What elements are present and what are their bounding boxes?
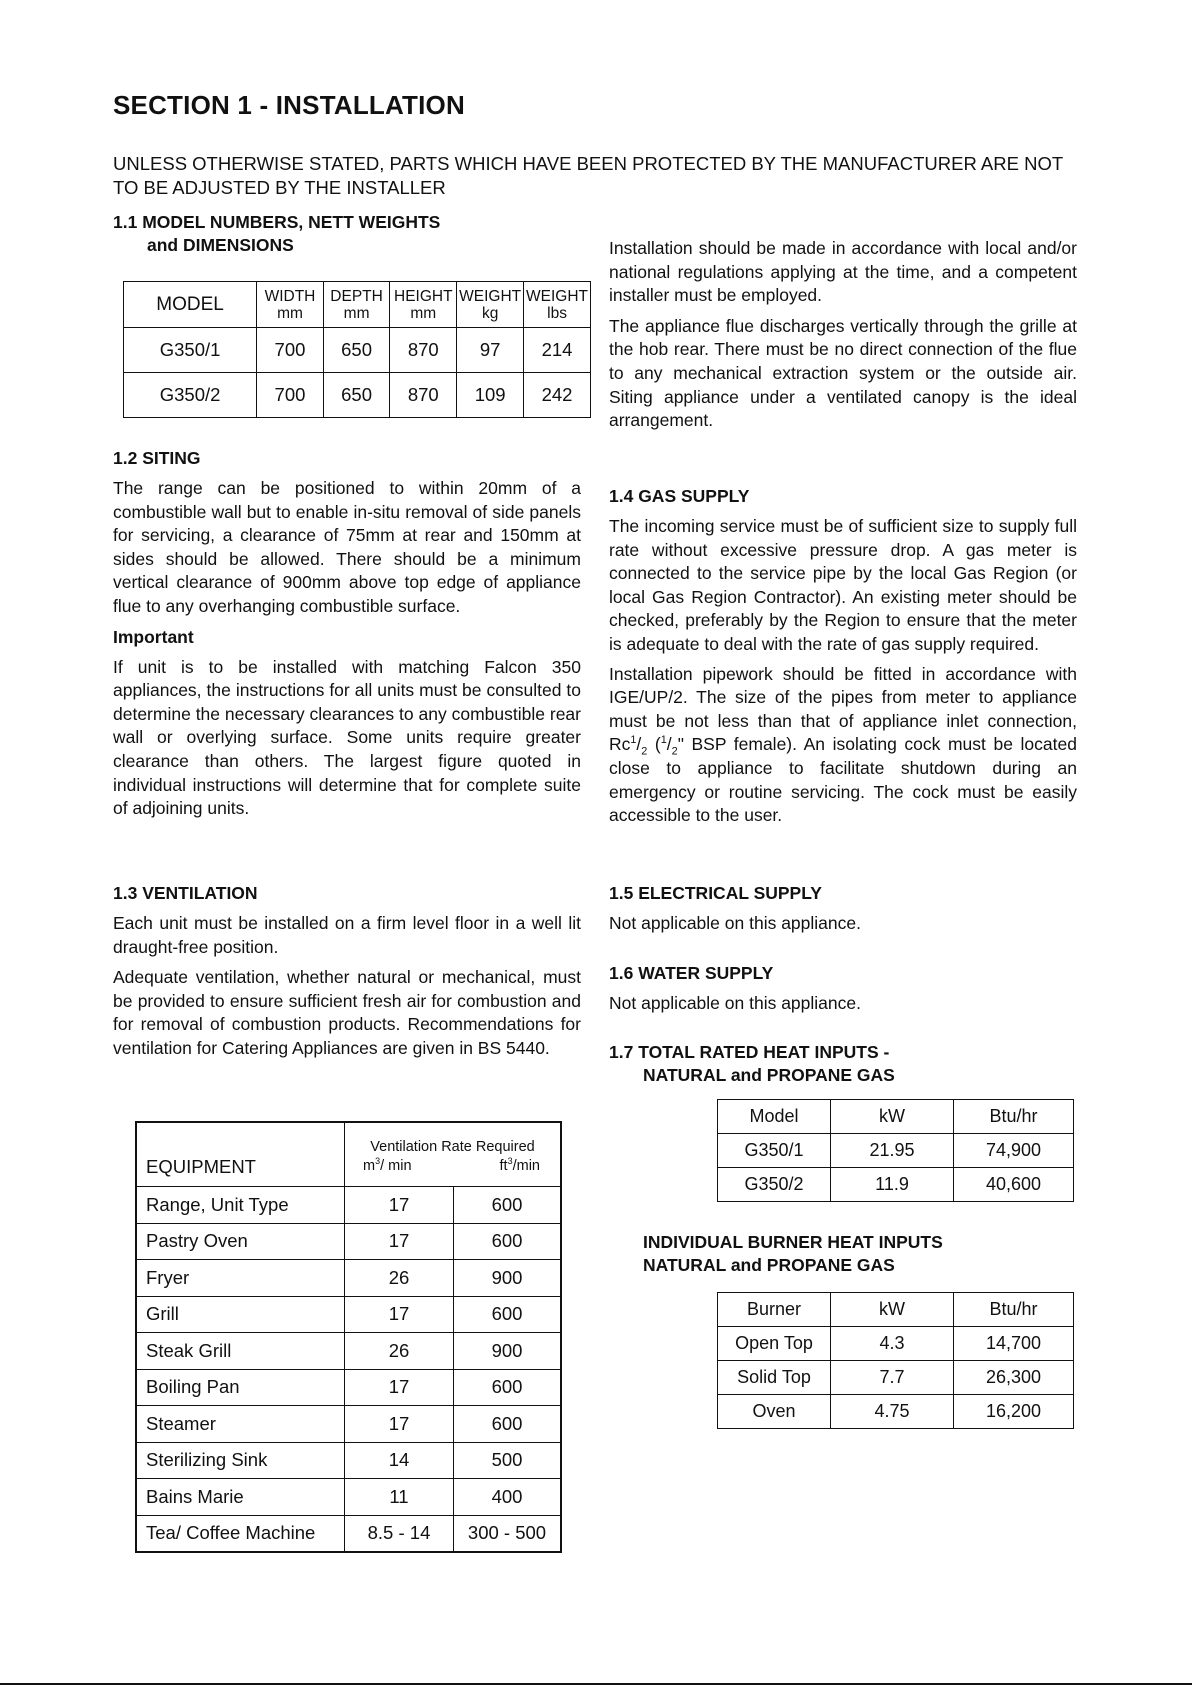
- cell-imperial: 600: [454, 1296, 562, 1333]
- total-heat-inputs-table: [717, 1099, 1074, 1202]
- section-1-4: [609, 485, 1077, 828]
- cell-imperial: 600: [454, 1406, 562, 1443]
- table-row: [136, 1260, 561, 1297]
- table-row: [718, 1395, 1074, 1429]
- cell-imperial: 400: [454, 1479, 562, 1516]
- table-row: [136, 1406, 561, 1443]
- table-row: [136, 1187, 561, 1224]
- fraction-numerator: 1: [660, 734, 667, 747]
- unit-metric: [363, 1155, 412, 1174]
- cell-equipment: Pastry Oven: [136, 1223, 345, 1260]
- table-header-row: [124, 282, 591, 328]
- header-kw: kW: [831, 1100, 954, 1134]
- burner-heading-line2: NATURAL and PROPANE GAS: [643, 1255, 895, 1275]
- unit-exponent: 3: [375, 1155, 381, 1166]
- cell-equipment: Tea/ Coffee Machine: [136, 1515, 345, 1552]
- cell-imperial: 300 - 500: [454, 1515, 562, 1552]
- cell-imperial: 500: [454, 1442, 562, 1479]
- cell-burner: Solid Top: [718, 1361, 831, 1395]
- header-width: [257, 282, 324, 328]
- section-1-4-heading: 1.4 GAS SUPPLY: [609, 486, 750, 506]
- table-row: [718, 1361, 1074, 1395]
- gas-supply-paragraph: The incoming service must be of sufficient size to supply full rate without excessive pressure drop. A gas meter is connected to the service pipe by the local Gas Region (or local Gas Region Contractor). An existing meter should be checked, preferably by the Region to ensure that the meter is adequate to deal with the rate of gas supply required.: [609, 516, 1077, 654]
- cell-imperial: 600: [454, 1369, 562, 1406]
- right-intro: [609, 237, 1077, 433]
- table-row: [136, 1479, 561, 1516]
- header-height: [390, 282, 457, 328]
- cell-equipment: Steak Grill: [136, 1333, 345, 1370]
- cell-equipment: Grill: [136, 1296, 345, 1333]
- section-1-6-heading: 1.6 WATER SUPPLY: [609, 963, 774, 983]
- cell-kw: 4.3: [831, 1327, 954, 1361]
- page-title: SECTION 1 - INSTALLATION: [113, 90, 465, 120]
- cell-height: 870: [390, 328, 457, 373]
- cell-width: 700: [257, 328, 324, 373]
- cell-model: G350/1: [718, 1134, 831, 1168]
- important-label: Important: [113, 626, 194, 647]
- table-row: [136, 1296, 561, 1333]
- cell-model: G350/2: [124, 373, 257, 418]
- ventilation-table: [135, 1121, 562, 1553]
- header-unit: mm: [277, 304, 303, 322]
- section-1-2-heading: 1.2 SITING: [113, 448, 201, 468]
- header-kw: kW: [831, 1293, 954, 1327]
- fraction-slash: /: [636, 734, 642, 755]
- header-btu: Btu/hr: [954, 1293, 1074, 1327]
- cell-width: 700: [257, 373, 324, 418]
- pipework-text: (: [647, 734, 661, 755]
- cell-burner: Open Top: [718, 1327, 831, 1361]
- ventilation-paragraph-adequate: Adequate ventilation, whether natural or mechanical, must be provided to ensure sufficient fresh air for combustion and for removal of combustion products. Recommendations for ventilation for Catering Appliances are given in BS 5440.: [113, 967, 581, 1058]
- cell-btu: 26,300: [954, 1361, 1074, 1395]
- cell-kw: 11.9: [831, 1168, 954, 1202]
- header-model: MODEL: [124, 282, 257, 328]
- header-weight-lbs: [524, 282, 591, 328]
- header-label: DEPTH: [330, 287, 383, 305]
- unit-rest: /min: [512, 1157, 540, 1174]
- section-1-7-heading: [609, 1041, 1077, 1087]
- cell-metric: 26: [345, 1260, 454, 1297]
- header-unit: lbs: [547, 304, 567, 322]
- table-row: [136, 1223, 561, 1260]
- header-model: Model: [718, 1100, 831, 1134]
- cell-metric: 17: [345, 1296, 454, 1333]
- section-1-1-heading-line2: and DIMENSIONS: [147, 235, 294, 255]
- cell-depth: 650: [323, 328, 390, 373]
- cell-equipment: Steamer: [136, 1406, 345, 1443]
- cell-metric: 26: [345, 1333, 454, 1370]
- unit-base: m: [363, 1157, 376, 1174]
- cell-kw: 4.75: [831, 1395, 954, 1429]
- header-ventilation-rate: [345, 1122, 562, 1187]
- table-header-row: [718, 1293, 1074, 1327]
- cell-imperial: 600: [454, 1187, 562, 1224]
- intro-paragraph-regulations: Installation should be made in accordance with local and/or national regulations applying at the time, and a competent installer must be employed.: [609, 238, 1077, 306]
- burner-heat-inputs-table: [717, 1292, 1074, 1429]
- pipework-text: Installation pipework should be fitted in accordance with IGE/UP/2. The size of the pipes from meter to appliance must be not less than that of appliance inlet connection, Rc: [609, 663, 1077, 755]
- header-label: WIDTH: [264, 287, 316, 305]
- electrical-supply-text: Not applicable on this appliance.: [609, 913, 861, 933]
- cell-metric: 17: [345, 1406, 454, 1443]
- pipework-text: " BSP female). An isolating cock must be located close to appliance to facilitate shutdown during an emergency or routine servicing. The cock must be easily accessible to the user.: [609, 734, 1077, 826]
- cell-metric: 17: [345, 1369, 454, 1406]
- cell-imperial: 600: [454, 1223, 562, 1260]
- table-row: [124, 328, 591, 373]
- section-1-5: [609, 882, 1077, 936]
- installer-notice: UNLESS OTHERWISE STATED, PARTS WHICH HAVE BEEN PROTECTED BY THE MANUFACTURER ARE NOT TO BE ADJUSTED BY THE INSTALLER: [113, 153, 1063, 198]
- header-unit: mm: [343, 304, 370, 322]
- ventilation-units: [345, 1155, 560, 1174]
- section-1-2: [113, 447, 581, 821]
- section-1-1-heading: [113, 211, 581, 257]
- cell-height: 870: [390, 373, 457, 418]
- table-row: [136, 1442, 561, 1479]
- important-paragraph: If unit is to be installed with matching Falcon 350 appliances, the instructions for all units must be consulted to determine the necessary clearances to any combustible rear wall or overlying surface. Some units require greater clearance than others. The largest figure quoted in individual instructions will determine that for complete suite of adjoining units.: [113, 656, 581, 819]
- cell-metric: 14: [345, 1442, 454, 1479]
- cell-equipment: Boiling Pan: [136, 1369, 345, 1406]
- cell-model: G350/1: [124, 328, 257, 373]
- cell-weight-kg: 97: [457, 328, 524, 373]
- fraction-slash: /: [666, 734, 672, 755]
- cell-weight-kg: 109: [457, 373, 524, 418]
- cell-btu: 74,900: [954, 1134, 1074, 1168]
- table-row: [124, 373, 591, 418]
- section-1-3: [113, 882, 581, 1061]
- section-1-5-heading: 1.5 ELECTRICAL SUPPLY: [609, 883, 822, 903]
- cell-equipment: Sterilizing Sink: [136, 1442, 345, 1479]
- burner-heat-heading: [643, 1231, 1083, 1277]
- pipework-paragraph: [609, 663, 1077, 828]
- table-row: [136, 1333, 561, 1370]
- header-equipment: EQUIPMENT: [136, 1122, 345, 1187]
- cell-depth: 650: [323, 373, 390, 418]
- cell-imperial: 900: [454, 1260, 562, 1297]
- table-header-row: [136, 1122, 561, 1187]
- intro-paragraph-flue: The appliance flue discharges vertically through the grille at the hob rear. There must be no direct connection of the flue to any mechanical extraction system or the outside air. Siting appliance under a ventilated canopy is the ideal arrangement.: [609, 315, 1077, 431]
- ventilation-rate-label: Ventilation Rate Required: [370, 1138, 535, 1155]
- cell-weight-lbs: 214: [524, 328, 591, 373]
- cell-weight-lbs: 242: [524, 373, 591, 418]
- header-label: HEIGHT: [394, 287, 453, 305]
- table-row: [136, 1369, 561, 1406]
- cell-equipment: Fryer: [136, 1260, 345, 1297]
- cell-btu: 14,700: [954, 1327, 1074, 1361]
- cell-btu: 40,600: [954, 1168, 1074, 1202]
- table-row: [136, 1515, 561, 1552]
- header-unit: mm: [410, 304, 437, 322]
- header-weight-kg: [457, 282, 524, 328]
- header-label: WEIGHT: [526, 287, 589, 305]
- unit-imperial: [499, 1155, 540, 1174]
- cell-equipment: Bains Marie: [136, 1479, 345, 1516]
- table-row: [718, 1168, 1074, 1202]
- cell-metric: 11: [345, 1479, 454, 1516]
- unit-exponent: 3: [507, 1155, 513, 1166]
- cell-metric: 8.5 - 14: [345, 1515, 454, 1552]
- header-depth: [323, 282, 390, 328]
- table-header-row: [718, 1100, 1074, 1134]
- cell-imperial: 900: [454, 1333, 562, 1370]
- section-1-7-heading-line1: 1.7 TOTAL RATED HEAT INPUTS -: [609, 1042, 890, 1062]
- cell-metric: 17: [345, 1223, 454, 1260]
- siting-paragraph: The range can be positioned to within 20mm of a combustible wall but to enable in-situ removal of side panels for servicing, a clearance of 75mm at rear and 150mm at sides should be allowed. There should be a minimum vertical clearance of 900mm above top edge of appliance flue to any overhanging combustible surface.: [113, 478, 581, 616]
- cell-model: G350/2: [718, 1168, 831, 1202]
- ventilation-paragraph-floor: Each unit must be installed on a firm level floor in a well lit draught-free position.: [113, 913, 581, 957]
- cell-equipment: Range, Unit Type: [136, 1187, 345, 1224]
- section-1-3-heading: 1.3 VENTILATION: [113, 883, 258, 903]
- burner-heading-line1: INDIVIDUAL BURNER HEAT INPUTS: [643, 1232, 943, 1252]
- section-1-7-heading-line2: NATURAL and PROPANE GAS: [643, 1065, 895, 1085]
- section-1-6: [609, 962, 1077, 1016]
- cell-burner: Oven: [718, 1395, 831, 1429]
- cell-btu: 16,200: [954, 1395, 1074, 1429]
- section-1-1-heading-line1: 1.1 MODEL NUMBERS, NETT WEIGHTS: [113, 212, 441, 232]
- unit-base: ft: [499, 1157, 508, 1174]
- unit-rest: / min: [380, 1157, 412, 1174]
- dimensions-table: [123, 281, 591, 418]
- water-supply-text: Not applicable on this appliance.: [609, 993, 861, 1013]
- header-btu: Btu/hr: [954, 1100, 1074, 1134]
- fraction-denominator: 2: [641, 745, 648, 758]
- header-unit: kg: [481, 304, 499, 322]
- fraction-numerator: 1: [630, 734, 637, 747]
- cell-kw: 21.95: [831, 1134, 954, 1168]
- fraction-denominator: 2: [671, 745, 678, 758]
- cell-metric: 17: [345, 1187, 454, 1224]
- cell-kw: 7.7: [831, 1361, 954, 1395]
- header-burner: Burner: [718, 1293, 831, 1327]
- table-row: [718, 1134, 1074, 1168]
- header-label: WEIGHT: [459, 287, 522, 305]
- table-row: [718, 1327, 1074, 1361]
